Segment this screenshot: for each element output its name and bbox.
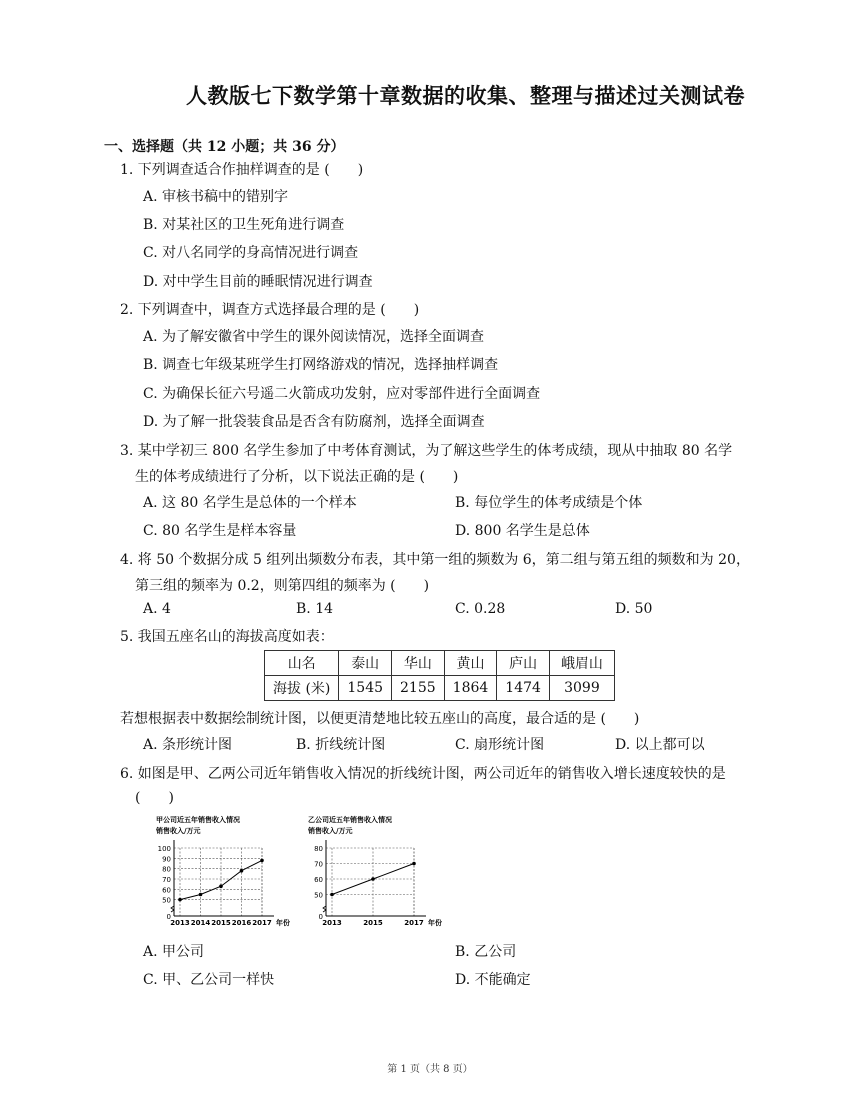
table-cell: 海拔 (米) [265,676,339,701]
y-tick-label: 0 [318,913,323,921]
question-5-followup: 若想根据表中数据绘制统计图，以便更清楚地比较五座山的高度，最合适的是 ( ) [120,711,640,727]
data-point [240,869,244,873]
table-cell: 2155 [392,676,445,701]
q4-option-c: C. 0.28 [455,601,506,617]
table-cell: 峨眉山 [549,651,614,676]
question-4-line2: 第三组的频率为 0.2，则第四组的频率为 ( ) [135,578,430,594]
q5-option-c: C. 扇形统计图 [455,737,545,753]
table-row [265,676,615,701]
data-point [260,859,264,863]
chart-company-yi [292,812,442,930]
q3-option-b: B. 每位学生的体考成绩是个体 [455,495,643,511]
q1-option-c: C. 对八名同学的身高情况进行调查 [143,245,359,261]
section-heading: 一、选择题（共 12 小题；共 36 分） [104,139,345,155]
q5-option-a: A. 条形统计图 [143,737,233,753]
page-title: 人教版七下数学第十章数据的收集、整理与描述过关测试卷 [186,83,745,108]
y-tick-label: 90 [162,855,171,864]
data-point [412,862,416,866]
data-point [199,893,203,897]
q1-option-a: A. 审核书稿中的错别字 [143,189,289,205]
question-6-line1: 6. 如图是甲、乙两公司近年销售收入情况的折线统计图，两公司近年的销售收入增长速度较快的是 [120,766,726,782]
y-tick-label: 50 [162,896,171,905]
y-tick-label: 80 [314,845,323,853]
data-point [178,898,182,902]
q3-option-a: A. 这 80 名学生是总体的一个样本 [143,495,357,511]
x-axis-label: 年份 [428,919,442,927]
x-tick-label: 2013 [170,919,190,927]
x-axis-label: 年份 [276,919,290,927]
data-point [371,877,375,881]
q4-option-b: B. 14 [296,601,334,617]
question-5-stem: 5. 我国五座名山的海拔高度如表： [120,629,334,645]
page-footer: 第 1 页（共 8 页） [387,1064,473,1075]
q2-option-d: D. 为了解一批袋装食品是否含有防腐剂，选择全面调查 [143,414,485,430]
x-tick-label: 2015 [363,919,383,927]
q6-option-b: B. 乙公司 [455,944,517,960]
q5-option-b: B. 折线统计图 [296,737,386,753]
q6-option-d: D. 不能确定 [455,972,531,988]
table-cell: 华山 [392,651,445,676]
x-tick-label: 2015 [211,919,231,927]
y-tick-label: 0 [166,913,171,921]
table-cell: 3099 [549,676,614,701]
question-1-stem: 1. 下列调查适合作抽样调查的是 ( ) [120,162,364,178]
y-tick-label: 60 [314,876,323,884]
q5-option-d: D. 以上都可以 [615,737,705,753]
q3-option-d: D. 800 名学生是总体 [455,523,590,539]
q3-option-c: C. 80 名学生是样本容量 [143,523,297,539]
q1-option-b: B. 对某社区的卫生死角进行调查 [143,217,345,233]
question-2-stem: 2. 下列调查中，调查方式选择最合理的是 ( ) [120,302,420,318]
table-cell: 黄山 [444,651,497,676]
mountain-table [264,650,615,701]
question-3-line2: 生的体考成绩进行了分析，以下说法正确的是 ( ) [135,469,459,485]
q2-option-a: A. 为了解安徽省中学生的课外阅读情况，选择全面调查 [143,329,485,345]
question-3-line1: 3. 某中学初三 800 名学生参加了中考体育测试，为了解这些学生的体考成绩，现从中抽取 80 名学 [120,443,733,459]
question-6-line2: ( ) [135,790,174,806]
table-cell: 1545 [339,676,392,701]
y-axis-label: 销售收入/万元 [156,827,201,835]
q6-option-a: A. 甲公司 [143,944,205,960]
q2-option-b: B. 调查七年级某班学生打网络游戏的情况，选择抽样调查 [143,357,499,373]
x-tick-label: 2017 [252,919,272,927]
question-4-line1: 4. 将 50 个数据分成 5 组列出频数分布表，其中第一组的频数为 6，第二组与第五组的频数和为 20， [120,552,750,568]
q6-option-c: C. 甲、乙公司一样快 [143,972,275,988]
y-tick-label: 50 [314,891,323,900]
y-tick-label: 60 [162,886,171,895]
chart-company-jia [140,812,290,930]
data-point [219,884,223,888]
table-header-row [265,651,615,676]
x-tick-label: 2016 [231,919,252,927]
table-cell: 泰山 [339,651,392,676]
chart-title: 甲公司近五年销售收入情况 [156,816,240,824]
x-tick-label: 2017 [404,919,424,927]
table-cell: 庐山 [497,651,550,676]
y-tick-label: 80 [162,865,171,874]
y-tick-label: 70 [162,876,171,884]
y-axis-label: 销售收入/万元 [308,827,353,835]
q2-option-c: C. 为确保长征六号遥二火箭成功发射，应对零部件进行全面调查 [143,386,541,402]
y-tick-label: 100 [157,845,171,853]
q1-option-d: D. 对中学生目前的睡眠情况进行调查 [143,274,373,290]
q4-option-a: A. 4 [143,601,171,617]
chart-title: 乙公司近五年销售收入情况 [308,816,392,824]
table-cell: 1474 [497,676,550,701]
q4-option-d: D. 50 [615,601,653,617]
x-tick-label: 2013 [322,919,342,927]
x-tick-label: 2014 [190,919,211,927]
y-tick-label: 70 [314,860,323,869]
table-cell: 山名 [265,651,339,676]
data-point [330,893,334,897]
table-cell: 1864 [444,676,497,701]
